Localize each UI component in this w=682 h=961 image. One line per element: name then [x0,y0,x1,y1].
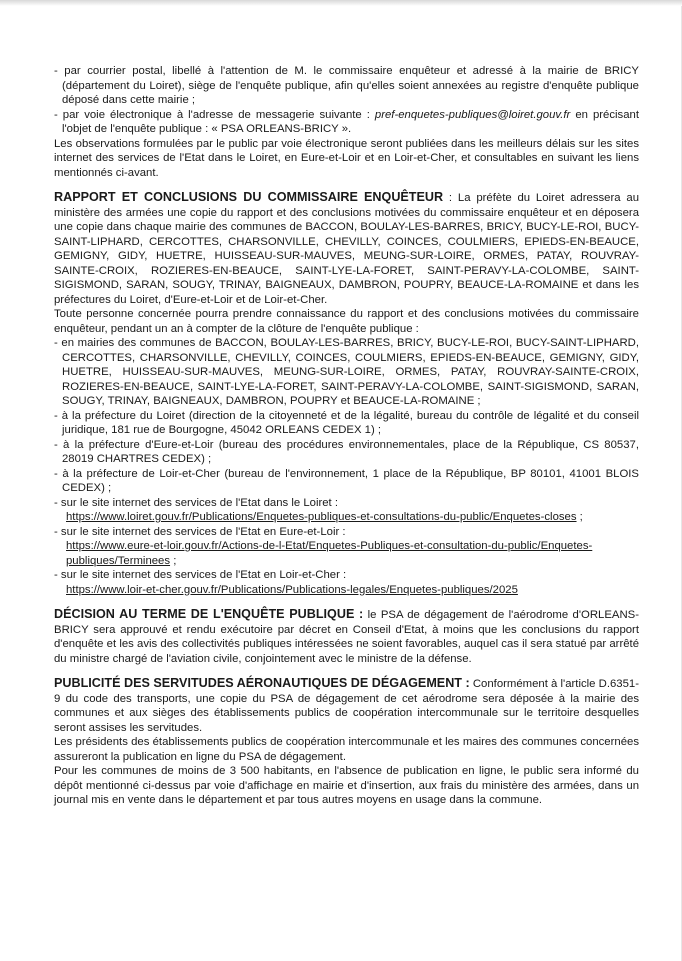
site-loiret-end: ; [576,511,583,523]
email-suffix: en précisant l'objet de l'enquête publique : « PSA ORLEANS-BRICY ». [62,108,639,135]
site-loir-et-cher-label: - sur le site internet des services de l'Etat en Loir-et-Cher : [54,569,347,581]
consultation-intro: Toute personne concernée pourra prendre connaissance du rapport et des conclusions motivées du commissaire enquêteur, pendant un an à compter de la clôture de l'enquête publique : [54,308,639,335]
site-loir-et-cher-link[interactable]: https://www.loir-et-cher.gouv.fr/Publications/Publications-legales/Enquetes-publiques/2025 [66,583,518,596]
email-address-link[interactable]: pref-enquetes-publiques@loiret.gouv.fr [374,108,571,121]
publicite-text: Conformément à l'article D.6351-9 du code des transports, une copie du PSA de dégagement de cet aérodrome sera déposée à la mairie des communes et aux sièges des établissements publics de coopération intercommunale sur le territoire desquelles seront assises les servitudes. [54,678,639,734]
observations-paragraph: Les observations formulées par le public par voie électronique seront publiées dans les meilleurs délais sur les sites internet des services de l'Etat dans le Loiret, en Eure-et-Loir et en Loir-et-Cher, et consultables en suivant les liens mentionnés ci-avant. [54,137,639,179]
prefecture-eure-et-loir-item: - à la préfecture d'Eure-et-Loir (bureau des procédures environnementales, place de la République, CS 80537, 28019 CHARTRES CEDEX) ; [54,438,639,465]
mairies-item: - en mairies des communes de BACCON, BOULAY-LES-BARRES, BRICY, BUCY-LE-ROI, BUCY-SAINT-LIPHARD, CERCOTTES, CHARSONVILLE, CHEVILLY, COINCES, COULMIERS, EPIEDS-EN-BEAUCE, GEMIGNY, GIDY, HUETRE, HUISSEAU-SUR-MAUVES, MEUNG-SUR-LOIRE, ORMES, PATAY, ROUVRAY-SAINTE-CROIX, ROZIERES-EN-BEAUCE, SAINT-LYE-LA-FORET, SAINT-PERAVY-LA-COLOMBE, SAINT-SIGISMOND, SARAN, SOUGY, TRINAY, BAIGNEAUX, DAMBRON, POUPRY et BEAUCE-LA-ROMAINE ; [54,337,639,407]
site-eure-et-loir-label: - sur le site internet des services de l'Etat en Eure-et-Loir : [54,525,346,538]
site-loiret-label: - sur le site internet des services de l'Etat dans le Loiret : [54,496,339,509]
publicite-heading: PUBLICITÉ DES SERVITUDES AÉRONAUTIQUES DE DÉGAGEMENT : [54,676,470,690]
rapport-heading: RAPPORT ET CONCLUSIONS DU COMMISSAIRE ENQUÊTEUR [54,190,444,204]
decision-paragraph [54,607,639,666]
decision-text: le PSA de dégagement de l'aérodrome d'ORLEANS-BRICY sera approuvé et rendu exécutoire par décret en Conseil d'Etat, à moins que les conclusions du rapport d'enquête et les avis des collectivités publiques intéressées ne soient favorables, auquel cas il sera statué par arrêté du ministre chargé de l'aviation civile, conjointement avec le ministre de la défense. [54,609,640,665]
decision-heading: DÉCISION AU TERME DE L'ENQUÊTE PUBLIQUE : [54,607,364,621]
small-communes-paragraph: Pour les communes de moins de 3 500 habitants, en l'absence de publication en ligne, le public sera informé du dépôt mentionné ci-dessus par voie d'affichage en mairie et d'insertion, aux frais du ministère des armées, dans un journal mis en vente dans le département et par tous autres moyens en usage dans la commune. [54,765,639,806]
scan-edge-shadow [0,0,682,6]
postal-submission-item: - par courrier postal, libellé à l'attention de M. le commissaire enquêteur et adressé à la mairie de BRICY (département du Loiret), siège de l'enquête publique, afin qu'elles soient annexées au registre d'enquête publique déposé dans cette mairie ; [54,65,639,106]
site-loiret-line [54,510,639,525]
site-loir-et-cher-line [54,583,639,598]
site-eure-et-loir-line [54,539,639,568]
prefecture-loiret-item: - à la préfecture du Loiret (direction de la citoyenneté et de la légalité, bureau du contrôle de légalité et du conseil juridique, 181 rue de Bourgogne, 45042 ORLEANS CEDEX 1) ; [54,409,639,436]
rapport-paragraph [54,190,639,307]
email-prefix: - par voie électronique à l'adresse de messagerie suivante : [54,108,375,121]
rapport-text: : La préfète du Loiret adressera au ministère des armées une copie du rapport et des conclusions motivées du commissaire enquêteur et en déposera une copie dans chaque mairie des communes de BACCON, BOULAY-LES-BARRES, BRICY, BUCY-LE-ROI, BUCY-SAINT-LIPHARD, CERCOTTES, CHARSONVILLE, CHEVILLY, COINCES, COULMIERS, EPIEDS-EN-BEAUCE, GEMIGNY, GIDY, HUETRE, HUISSEAU-SUR-MAUVES, MEUNG-SUR-LOIRE, ORMES, PATAY, ROUVRAY-SAINTE-CROIX, ROZIERES-EN-BEAUCE, SAINT-LYE-LA-FORET, SAINT-PERAVY-LA-COLOMBE, SAINT-SIGISMOND, SARAN, SOUGY, TRINAY, BAIGNEAUX, DAMBRON, POUPRY, BEAUCE-LA-ROMAINE et dans les préfectures du Loiret, d'Eure-et-Loir et de Loir-et-Cher. [54,192,639,306]
site-eure-et-loir-end: ; [170,554,177,567]
publicite-paragraph [54,676,639,735]
presidents-paragraph: Les présidents des établissements publics de coopération intercommunale et les maires des communes concernées assureront la publication en ligne du PSA de dégagement. [54,736,639,763]
email-submission-item [54,108,639,137]
site-eure-et-loir-link[interactable]: https://www.eure-et-loir.gouv.fr/Actions-de-l-Etat/Enquetes-Publiques-et-consultation-du-public/Enquetes-publiques/Terminees [66,540,593,567]
site-loiret-link[interactable]: https://www.loiret.gouv.fr/Publications/Enquetes-publiques-et-consultations-du-public/Enquetes-closes [66,511,577,523]
prefecture-loir-et-cher-item: - à la préfecture de Loir-et-Cher (bureau de l'environnement, 1 place de la République, BP 80101, 41001 BLOIS CEDEX) ; [54,467,639,494]
